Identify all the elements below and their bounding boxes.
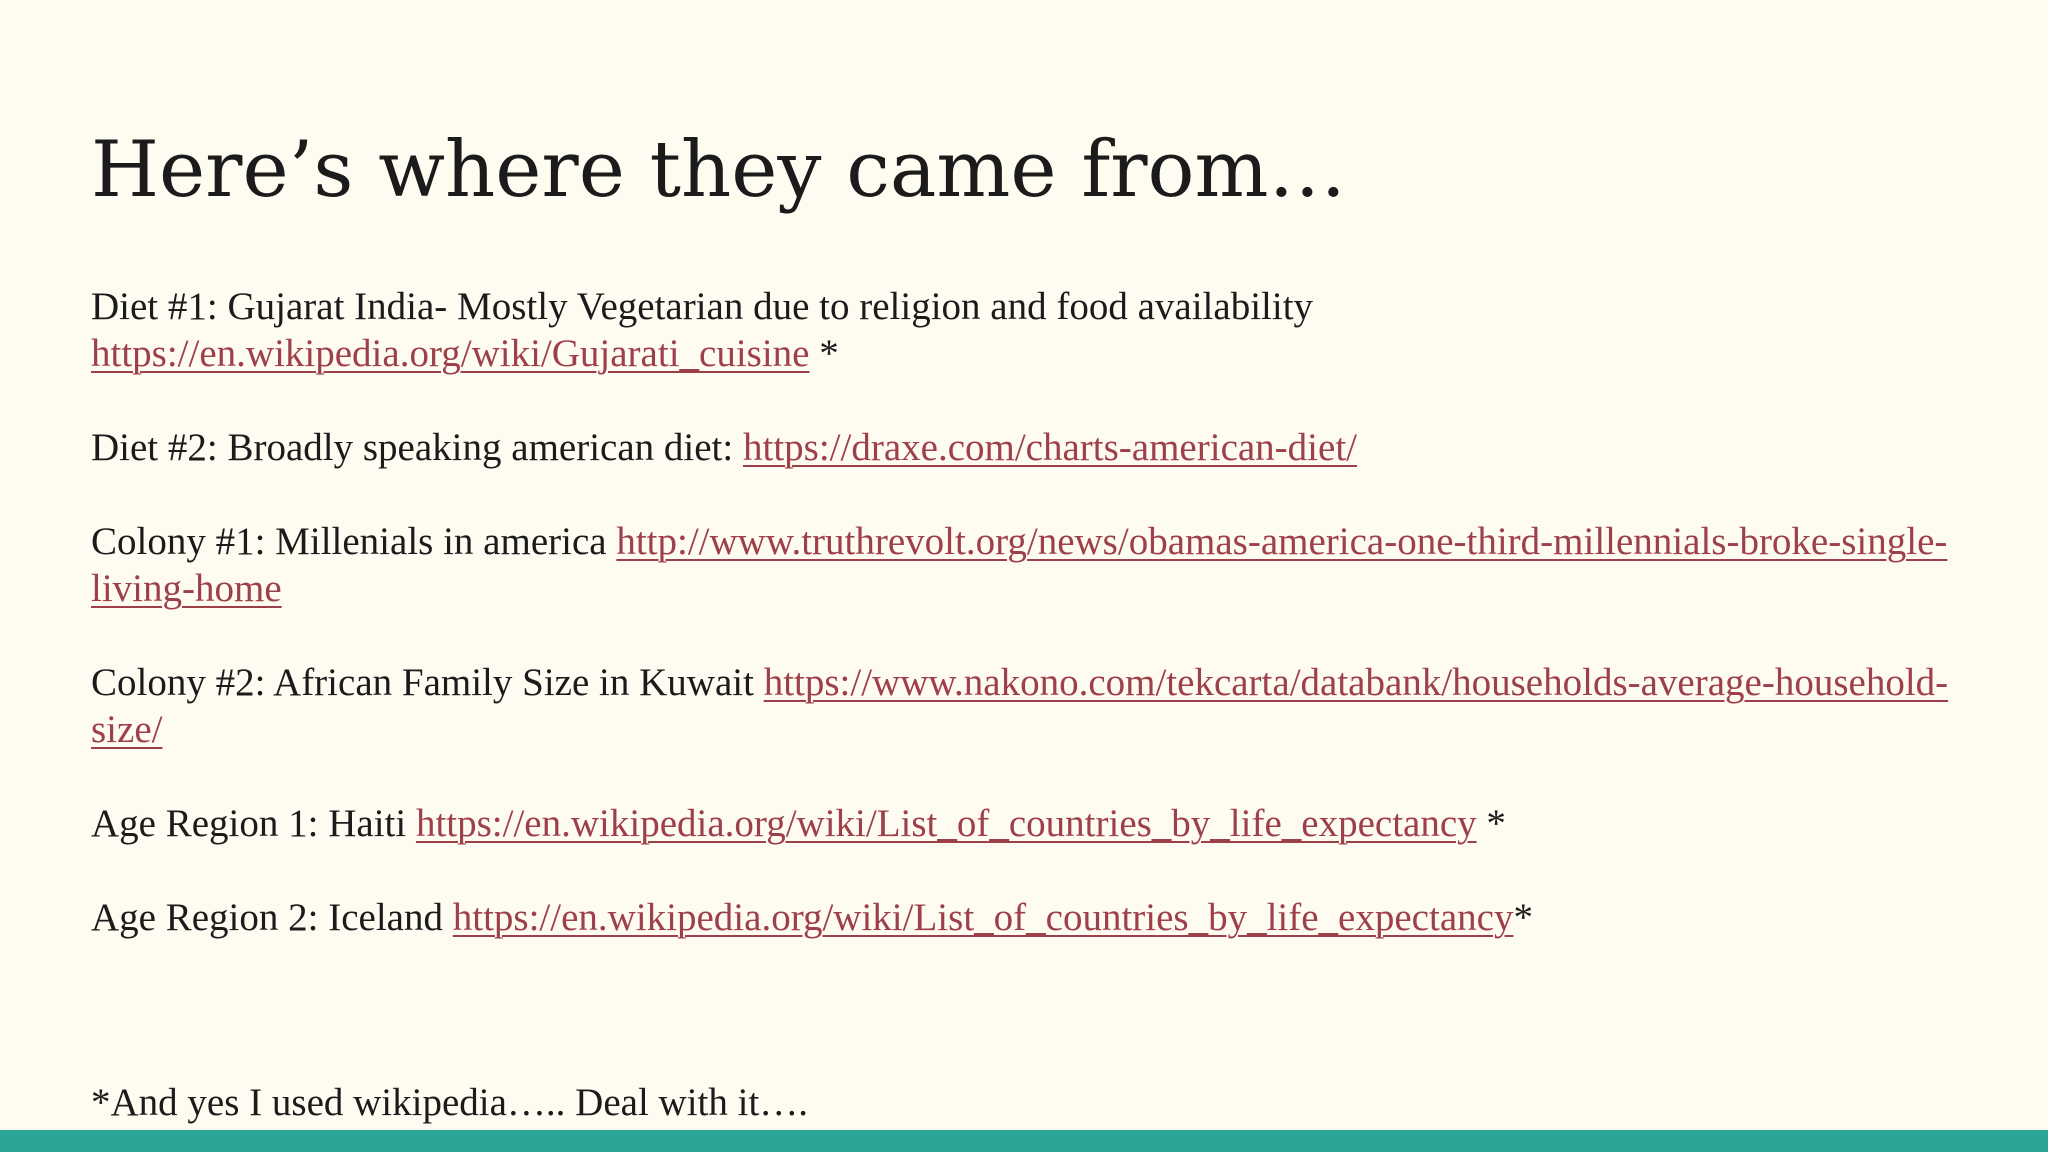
source-label: Diet #2: Broadly speaking american diet: bbox=[91, 426, 743, 469]
source-suffix: * bbox=[1476, 802, 1506, 845]
slide-title: Here’s where they came from… bbox=[91, 125, 1347, 215]
source-suffix: * bbox=[1513, 896, 1533, 939]
source-link[interactable]: https://www.nakono.com/tekcarta/databank/households-average-household-size/ bbox=[91, 661, 1949, 751]
source-item-age-region-1 bbox=[91, 800, 1991, 847]
source-item-diet-1 bbox=[91, 283, 1991, 377]
footnote: *And yes I used wikipedia….. Deal with it…. bbox=[91, 1081, 809, 1124]
source-link[interactable]: https://draxe.com/charts-american-diet/ bbox=[742, 426, 1357, 469]
source-item-diet-2 bbox=[91, 424, 1991, 471]
source-link[interactable]: https://en.wikipedia.org/wiki/List_of_countries_by_life_expectancy bbox=[452, 896, 1514, 939]
source-item-colony-2 bbox=[91, 659, 1991, 753]
source-item-colony-1 bbox=[91, 518, 1991, 612]
source-label: Diet #1: Gujarat India- Mostly Vegetarian due to religion and food availability bbox=[91, 285, 1314, 328]
source-suffix: * bbox=[809, 332, 839, 375]
source-label: Colony #1: Millenials in america bbox=[91, 520, 617, 563]
source-label: Age Region 2: Iceland bbox=[91, 896, 453, 939]
source-label: Colony #2: African Family Size in Kuwait bbox=[91, 661, 764, 704]
source-link[interactable]: https://en.wikipedia.org/wiki/List_of_countries_by_life_expectancy bbox=[415, 802, 1477, 845]
source-label: Age Region 1: Haiti bbox=[91, 802, 416, 845]
accent-bar bbox=[0, 1130, 2048, 1152]
source-link[interactable]: https://en.wikipedia.org/wiki/Gujarati_cuisine bbox=[91, 332, 810, 375]
source-item-age-region-2 bbox=[91, 894, 1991, 941]
source-link[interactable]: http://www.truthrevolt.org/news/obamas-america-one-third-millennials-broke-single-living-home bbox=[91, 520, 1948, 610]
